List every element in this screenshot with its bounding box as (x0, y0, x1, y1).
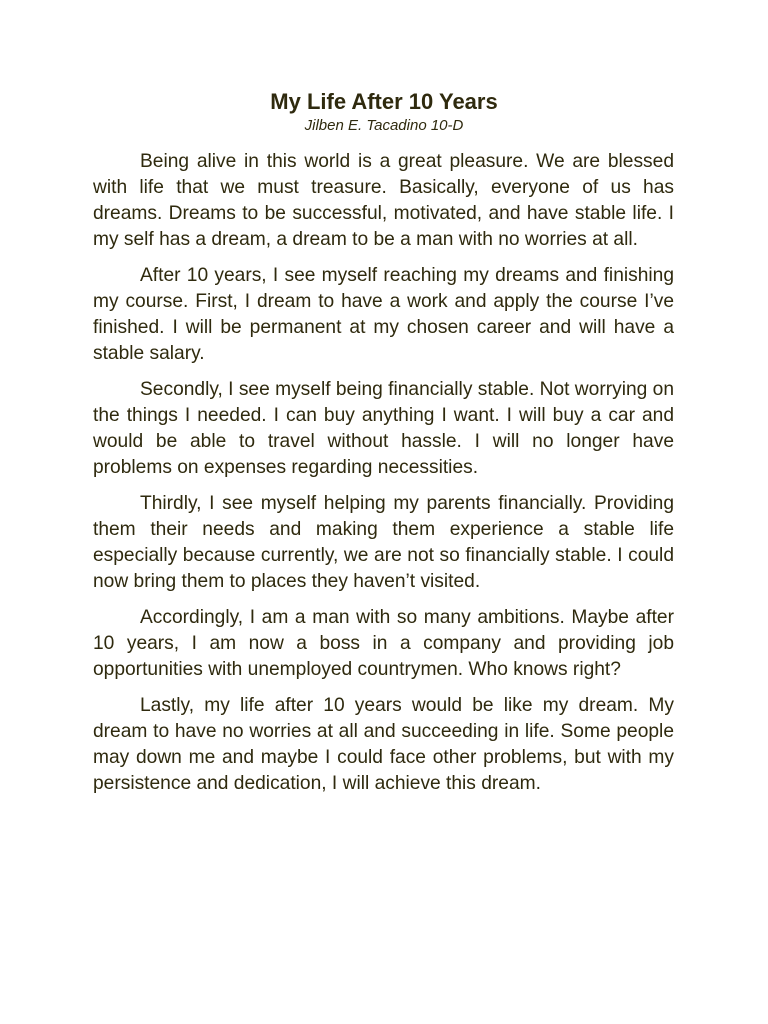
document-title: My Life After 10 Years (270, 89, 498, 114)
document-body (93, 149, 674, 807)
paragraph-2: After 10 years, I see myself reaching my dreams and finishing my course. First, I dream to have a work and apply the course I’ve finished. I will be permanent at my chosen career and will have a stable salary. (93, 265, 674, 364)
paragraph-6: Lastly, my life after 10 years would be like my dream. My dream to have no worries at all and succeeding in life. Some people may down me and maybe I could face other problems, but with my persistence and dedication, I will achieve this dream. (93, 695, 674, 794)
paragraph-1: Being alive in this world is a great pleasure. We are blessed with life that we must treasure. Basically, everyone of us has dreams. Dreams to be successful, motivated, and have stable life. I my self has a dream, a dream to be a man with no worries at all. (93, 151, 674, 250)
paragraph-3: Secondly, I see myself being financially stable. Not worrying on the things I needed. I can buy anything I want. I will buy a car and would be able to travel without hassle. I will no longer have problems on expenses regarding necessities. (93, 379, 674, 478)
paragraph-5: Accordingly, I am a man with so many ambitions. Maybe after 10 years, I am now a boss in a company and providing job opportunities with unemployed countrymen. Who knows right? (93, 607, 674, 680)
paragraph-4: Thirdly, I see myself helping my parents financially. Providing them their needs and making them experience a stable life especially because currently, we are not so financially stable. I could now bring them to places they haven’t visited. (93, 493, 674, 592)
document-header (0, 88, 768, 136)
document-author: Jilben E. Tacadino 10-D (304, 117, 464, 134)
